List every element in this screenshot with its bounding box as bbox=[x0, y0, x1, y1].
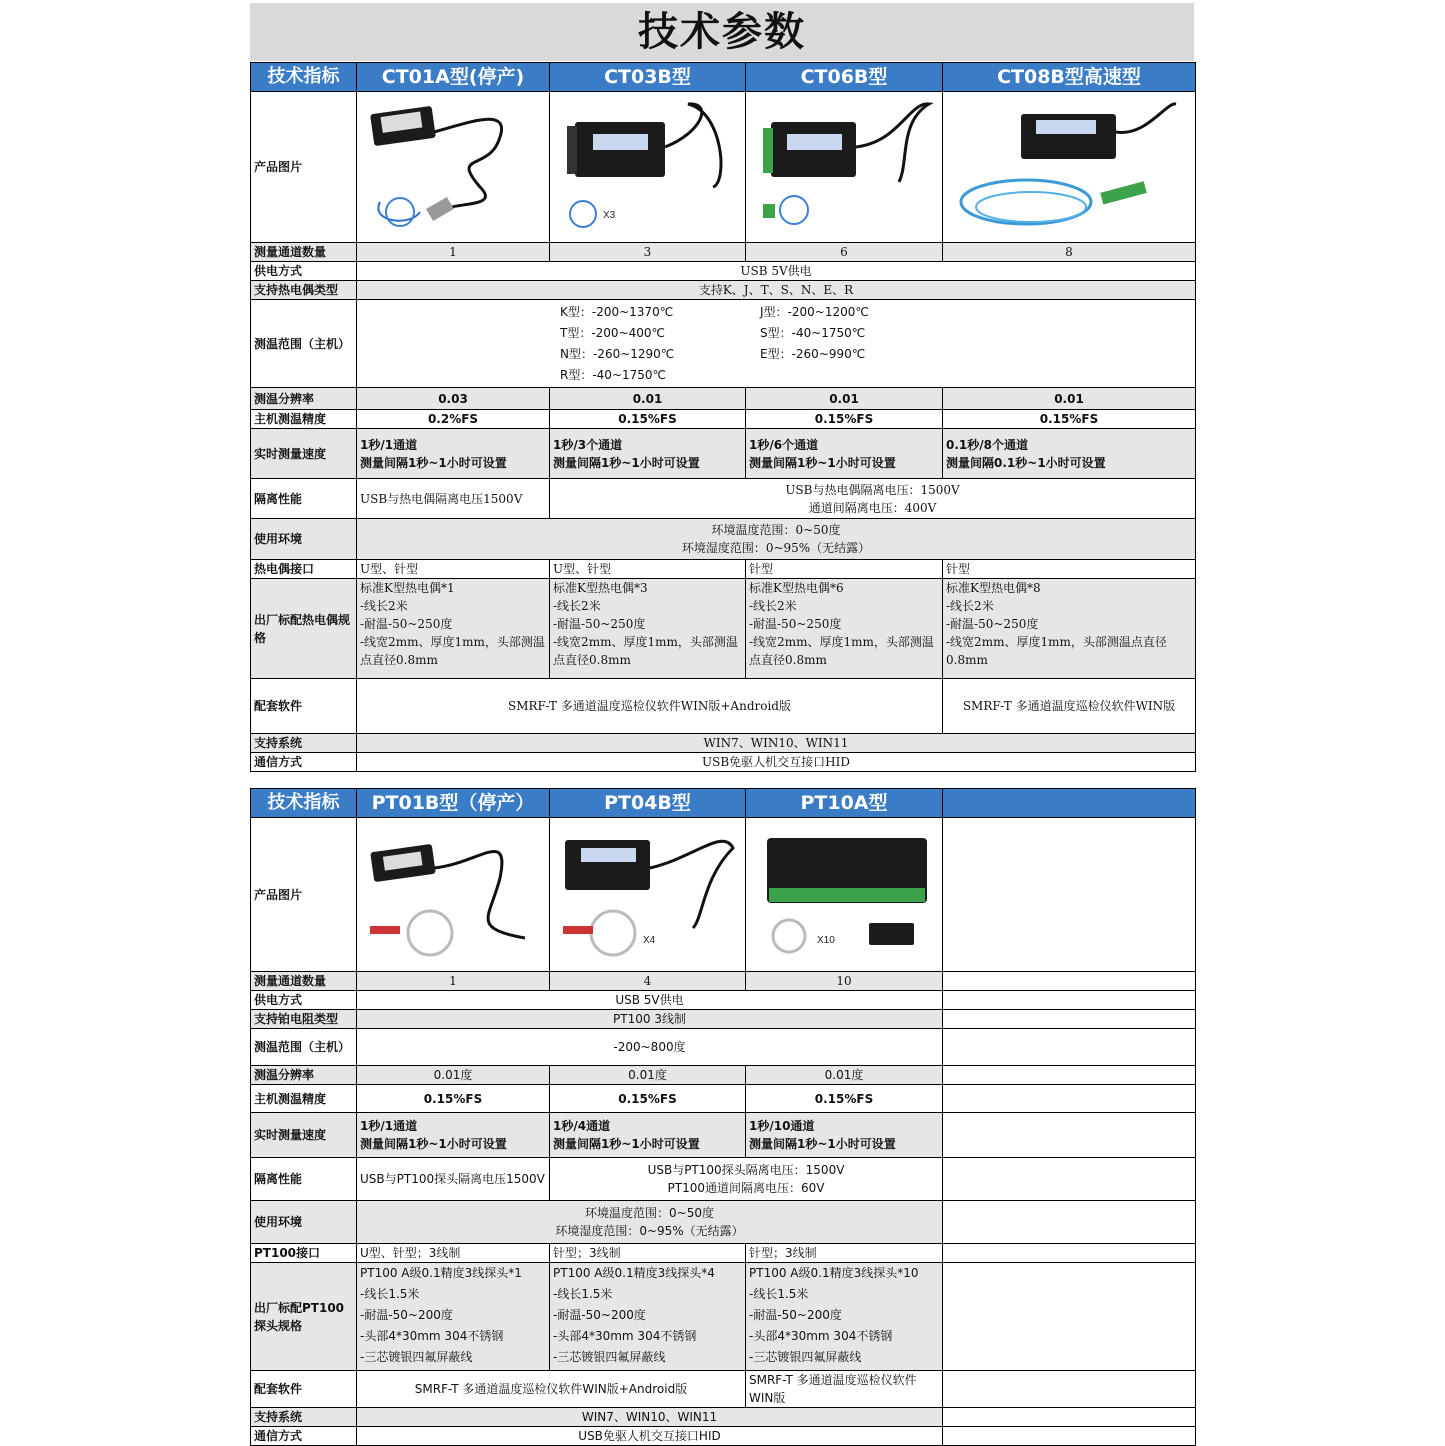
row-label-probe: 出厂标配热电偶规格 bbox=[251, 579, 357, 679]
row-label-comm: 通信方式 bbox=[251, 753, 357, 772]
caption-x4: X4 bbox=[643, 935, 656, 946]
row-label-resolution-2: 测温分辨率 bbox=[251, 1066, 357, 1085]
row-label-rtd-types: 支持铂电阻类型 bbox=[251, 1010, 357, 1029]
speed-ct06b: 1秒/6个通道 测量间隔1秒~1小时可设置 bbox=[746, 429, 943, 479]
row-label-interface-2: PT100接口 bbox=[251, 1244, 357, 1263]
range-j: J型：-200~1200℃ bbox=[760, 304, 869, 319]
row-label-image-2: 产品图片 bbox=[251, 818, 357, 972]
range-t: T型：-200~400℃ bbox=[560, 325, 666, 340]
header-model-ct03b: CT03B型 bbox=[550, 63, 746, 92]
probe-ct06b: 标准K型热电偶*6 -线长2米 -耐温-50~250度 -线宽2mm、厚度1mm，头部测温点直径0.8mm bbox=[746, 579, 943, 679]
header-spec: 技术指标 bbox=[251, 63, 357, 92]
product-image-pt04b bbox=[550, 818, 746, 972]
header-model-pt04b: PT04B型 bbox=[550, 789, 746, 818]
probe-ct01a: 标准K型热电偶*1 -线长2米 -耐温-50~250度 -线宽2mm、厚度1mm，头部测温点直径0.8mm bbox=[357, 579, 550, 679]
resolution-pt10a: 0.01度 bbox=[746, 1066, 943, 1085]
channels-ct08b: 8 bbox=[943, 243, 1196, 262]
resolution-ct08b: 0.01 bbox=[943, 388, 1196, 410]
speed-ct08b: 0.1秒/8个通道 测量间隔0.1秒~1小时可设置 bbox=[943, 429, 1196, 479]
channels-ct01a: 1 bbox=[357, 243, 550, 262]
image-empty bbox=[943, 818, 1196, 972]
probe-pt10a: PT100 A级0.1精度3线探头*10 -线长1.5米 -耐温-50~200度 -头部4*30mm 304不锈钢 -三芯镀银四氟屏蔽线 bbox=[746, 1263, 943, 1371]
isolation-ct01a: USB与热电偶隔离电压1500V bbox=[357, 479, 550, 519]
accuracy-ct06b: 0.15%FS bbox=[746, 410, 943, 429]
interface-pt10a: 针型；3线制 bbox=[746, 1244, 943, 1263]
row-label-software-2: 配套软件 bbox=[251, 1371, 357, 1408]
row-label-speed: 实时测量速度 bbox=[251, 429, 357, 479]
header-model-ct08b: CT08B型高速型 bbox=[943, 63, 1196, 92]
channels-pt10a: 10 bbox=[746, 972, 943, 991]
header-spec-2: 技术指标 bbox=[251, 789, 357, 818]
interface-ct01a: U型、针型 bbox=[357, 560, 550, 579]
isolation-pt01b: USB与PT100探头隔离电压1500V bbox=[357, 1158, 550, 1201]
interface-ct03b: U型、针型 bbox=[550, 560, 746, 579]
os-value-2: WIN7、WIN10、WIN11 bbox=[357, 1408, 943, 1427]
range-value-2: -200~800度 bbox=[357, 1029, 943, 1066]
resolution-ct06b: 0.01 bbox=[746, 388, 943, 410]
channels-ct06b: 6 bbox=[746, 243, 943, 262]
header-empty bbox=[943, 789, 1196, 818]
speed-pt10a: 1秒/10通道 测量间隔1秒~1小时可设置 bbox=[746, 1113, 943, 1158]
header-model-pt10a: PT10A型 bbox=[746, 789, 943, 818]
range-value bbox=[357, 300, 1196, 388]
resolution-pt01b: 0.01度 bbox=[357, 1066, 550, 1085]
product-image-ct01a bbox=[357, 92, 550, 243]
isolation-others: USB与热电偶隔离电压：1500V 通道间隔离电压：400V bbox=[550, 479, 1196, 519]
row-label-power: 供电方式 bbox=[251, 262, 357, 281]
channels-ct03b: 3 bbox=[550, 243, 746, 262]
page-title: 技术参数 bbox=[250, 3, 1194, 61]
caption-x10: X10 bbox=[817, 935, 835, 946]
row-label-speed-2: 实时测量速度 bbox=[251, 1113, 357, 1158]
product-image-ct03b bbox=[550, 92, 746, 243]
product-image-pt10a bbox=[746, 818, 943, 972]
resolution-ct01a: 0.03 bbox=[357, 388, 550, 410]
row-label-interface: 热电偶接口 bbox=[251, 560, 357, 579]
accuracy-pt10a: 0.15%FS bbox=[746, 1085, 943, 1113]
channels-pt04b: 4 bbox=[550, 972, 746, 991]
row-label-comm-2: 通信方式 bbox=[251, 1427, 357, 1446]
probe-pt04b: PT100 A级0.1精度3线探头*4 -线长1.5米 -耐温-50~200度 -头部4*30mm 304不锈钢 -三芯镀银四氟屏蔽线 bbox=[550, 1263, 746, 1371]
header-model-ct06b: CT06B型 bbox=[746, 63, 943, 92]
row-label-resolution: 测温分辨率 bbox=[251, 388, 357, 410]
row-label-tc-types: 支持热电偶类型 bbox=[251, 281, 357, 300]
row-label-probe-2: 出厂标配PT100探头规格 bbox=[251, 1263, 357, 1371]
software-main-2: SMRF-T 多通道温度巡检仪软件WIN版+Android版 bbox=[357, 1371, 746, 1408]
accuracy-ct03b: 0.15%FS bbox=[550, 410, 746, 429]
row-label-channels-2: 测量通道数量 bbox=[251, 972, 357, 991]
software-pt10a: SMRF-T 多通道温度巡检仪软件WIN版 bbox=[746, 1371, 943, 1408]
row-label-isolation-2: 隔离性能 bbox=[251, 1158, 357, 1201]
speed-pt01b: 1秒/1通道 测量间隔1秒~1小时可设置 bbox=[357, 1113, 550, 1158]
interface-ct08b: 针型 bbox=[943, 560, 1196, 579]
range-r: R型：-40~1750℃ bbox=[560, 367, 667, 382]
probe-ct03b: 标准K型热电偶*3 -线长2米 -耐温-50~250度 -线宽2mm、厚度1mm，头部测温点直径0.8mm bbox=[550, 579, 746, 679]
row-label-image: 产品图片 bbox=[251, 92, 357, 243]
range-s: S型：-40~1750℃ bbox=[760, 325, 866, 340]
channels-pt01b: 1 bbox=[357, 972, 550, 991]
row-label-accuracy: 主机测温精度 bbox=[251, 410, 357, 429]
row-label-software: 配套软件 bbox=[251, 679, 357, 734]
resolution-ct03b: 0.01 bbox=[550, 388, 746, 410]
env-value: 环境温度范围：0~50度 环境湿度范围：0~95%（无结露） bbox=[357, 519, 1196, 560]
row-label-range: 测温范围（主机） bbox=[251, 300, 357, 388]
speed-ct01a: 1秒/1通道 测量间隔1秒~1小时可设置 bbox=[357, 429, 550, 479]
thermocouple-spec-table bbox=[250, 62, 1196, 772]
product-image-pt01b bbox=[357, 818, 550, 972]
caption-x3: X3 bbox=[603, 210, 616, 221]
interface-pt01b: U型、针型；3线制 bbox=[357, 1244, 550, 1263]
product-image-ct08b bbox=[943, 92, 1196, 243]
product-image-ct06b bbox=[746, 92, 943, 243]
row-label-os: 支持系统 bbox=[251, 734, 357, 753]
range-n: N型：-260~1290℃ bbox=[560, 346, 675, 361]
rtd-types-value: PT100 3线制 bbox=[357, 1010, 943, 1029]
range-k: K型：-200~1370℃ bbox=[560, 304, 674, 319]
accuracy-pt04b: 0.15%FS bbox=[550, 1085, 746, 1113]
row-label-range-2: 测温范围（主机） bbox=[251, 1029, 357, 1066]
accuracy-ct01a: 0.2%FS bbox=[357, 410, 550, 429]
power-value-2: USB 5V供电 bbox=[357, 991, 943, 1010]
isolation-others-2: USB与PT100探头隔离电压：1500V PT100通道间隔离电压：60V bbox=[550, 1158, 943, 1201]
env-value-2: 环境温度范围：0~50度 环境湿度范围：0~95%（无结露） bbox=[357, 1201, 943, 1244]
pt100-spec-table bbox=[250, 788, 1196, 1446]
resolution-pt04b: 0.01度 bbox=[550, 1066, 746, 1085]
row-label-power-2: 供电方式 bbox=[251, 991, 357, 1010]
speed-pt04b: 1秒/4通道 测量间隔1秒~1小时可设置 bbox=[550, 1113, 746, 1158]
speed-ct03b: 1秒/3个通道 测量间隔1秒~1小时可设置 bbox=[550, 429, 746, 479]
interface-pt04b: 针型；3线制 bbox=[550, 1244, 746, 1263]
comm-value-2: USB免驱人机交互接口HID bbox=[357, 1427, 943, 1446]
os-value: WIN7、WIN10、WIN11 bbox=[357, 734, 1196, 753]
header-model-pt01b: PT01B型（停产） bbox=[357, 789, 550, 818]
software-ct08b: SMRF-T 多通道温度巡检仪软件WIN版 bbox=[943, 679, 1196, 734]
header-model-ct01a: CT01A型(停产) bbox=[357, 63, 550, 92]
comm-value: USB免驱人机交互接口HID bbox=[357, 753, 1196, 772]
tc-types-value: 支持K、J、T、S、N、E、R bbox=[357, 281, 1196, 300]
row-label-channels: 测量通道数量 bbox=[251, 243, 357, 262]
row-label-os-2: 支持系统 bbox=[251, 1408, 357, 1427]
row-label-env: 使用环境 bbox=[251, 519, 357, 560]
interface-ct06b: 针型 bbox=[746, 560, 943, 579]
probe-pt01b: PT100 A级0.1精度3线探头*1 -线长1.5米 -耐温-50~200度 -头部4*30mm 304不锈钢 -三芯镀银四氟屏蔽线 bbox=[357, 1263, 550, 1371]
accuracy-pt01b: 0.15%FS bbox=[357, 1085, 550, 1113]
software-main: SMRF-T 多通道温度巡检仪软件WIN版+Android版 bbox=[357, 679, 943, 734]
row-label-env-2: 使用环境 bbox=[251, 1201, 357, 1244]
range-e: E型：-260~990℃ bbox=[760, 346, 866, 361]
accuracy-ct08b: 0.15%FS bbox=[943, 410, 1196, 429]
row-label-isolation: 隔离性能 bbox=[251, 479, 357, 519]
row-label-accuracy-2: 主机测温精度 bbox=[251, 1085, 357, 1113]
probe-ct08b: 标准K型热电偶*8 -线长2米 -耐温-50~250度 -线宽2mm、厚度1mm，头部测温点直径0.8mm bbox=[943, 579, 1196, 679]
power-value: USB 5V供电 bbox=[357, 262, 1196, 281]
